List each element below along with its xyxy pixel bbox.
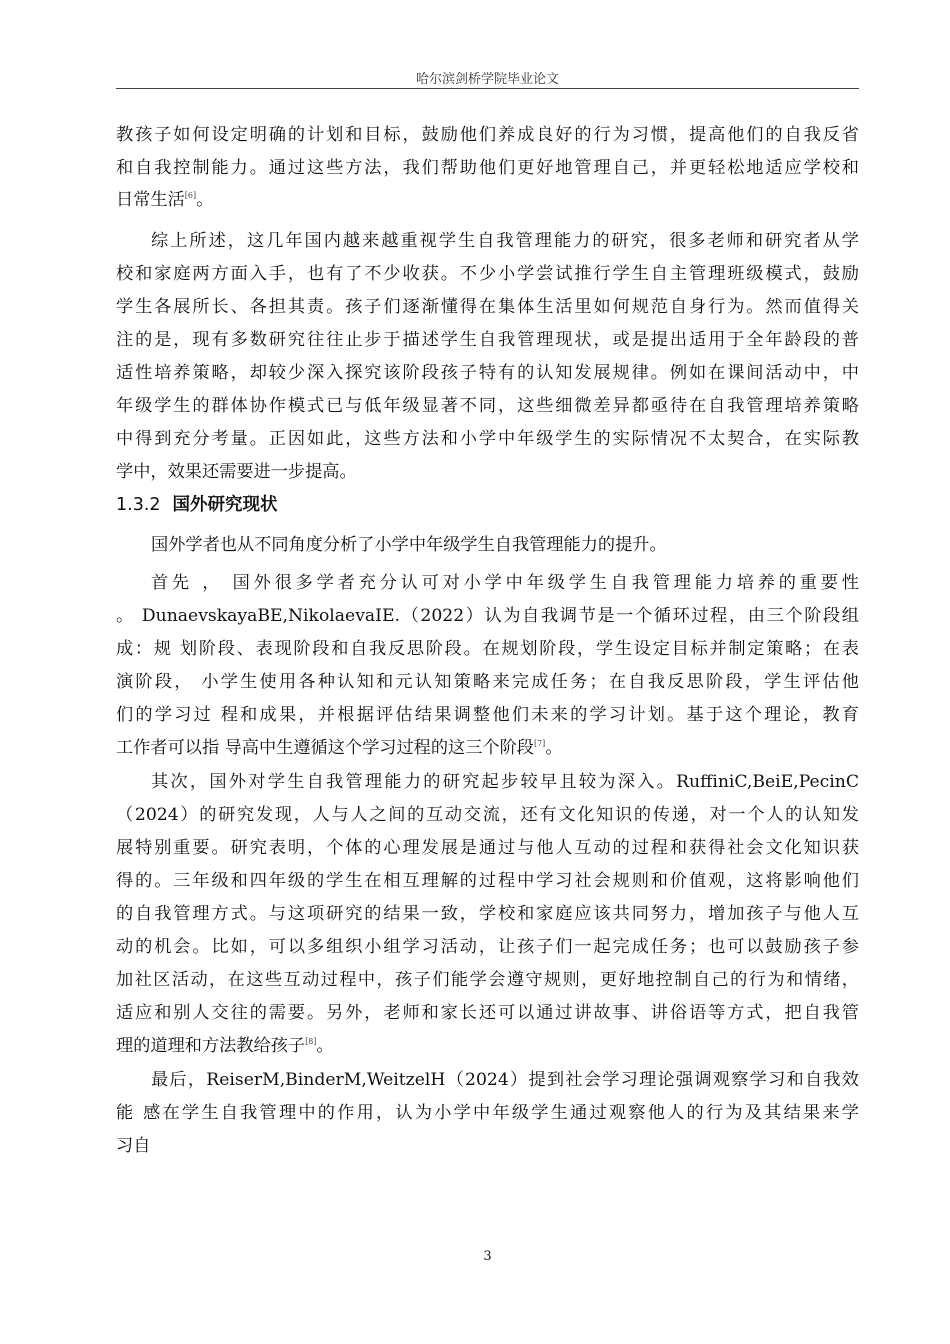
body-line: 中得到充分考量。正因如此，这些方法和小学中年级学生的实际情况不太契合，在实际教 <box>116 429 859 449</box>
body-line: 得的。三年级和四年级的学生在相互理解的过程中学习社会规则和价值观，这将影响他们 <box>116 871 859 891</box>
body-line: 展特别重要。研究表明，个体的心理发展是通过与他人互动的过程和获得社会文化知识获 <box>116 838 859 858</box>
body-line: 校和家庭两方面入手，也有了不少收获。不少小学尝试推行学生自主管理班级模式，鼓励 <box>116 264 859 284</box>
body-line: （2024）的研究发现，人与人之间的互动交流，还有文化知识的传递，对一个人的认知发 <box>116 805 859 825</box>
body-line: 和自我控制能力。通过这些方法，我们帮助他们更好地管理自己，并更轻松地适应学校和 <box>116 158 859 178</box>
body-line: 的自我管理方式。与这项研究的结果一致，学校和家庭应该共同努力，增加孩子与他人互 <box>116 904 859 924</box>
body-text: 理的道理和方法教给孩子 <box>116 1036 306 1056</box>
section-heading <box>116 494 278 516</box>
body-line: 动的机会。比如，可以多组织小组学习活动，让孩子们一起完成任务；也可以鼓励孩子参 <box>116 937 859 957</box>
body-line: 教孩子如何设定明确的计划和目标，鼓励他们养成良好的行为习惯，提高他们的自我反省 <box>116 125 859 145</box>
body-line: 年级学生的群体协作模式已与低年级显著不同，这些细微差异都亟待在自我管理培养策略 <box>116 396 859 416</box>
body-line: 演阶段， 小学生使用各种认知和元认知策略来完成任务；在自我反思阶段，学生评估他 <box>116 672 859 692</box>
body-line <box>116 738 859 758</box>
body-line: 学生各展所长、各担其责。孩子们逐渐懂得在集体生活里如何规范自身行为。然而值得关 <box>116 297 859 317</box>
body-text: 日常生活 <box>116 190 185 210</box>
citation-8: [8] <box>305 1037 317 1046</box>
body-line: 适性培养策略，却较少深入探究该阶段孩子特有的认知发展规律。例如在课间活动中，中 <box>116 363 859 383</box>
body-line: 适应和别人交往的需要。另外，老师和家长还可以通过讲故事、讲俗语等方式，把自我管 <box>116 1003 859 1023</box>
body-line: 学中，效果还需要进一步提高。 <box>116 462 357 482</box>
body-line: 国外学者也从不同角度分析了小学中年级学生自我管理能力的提升。 <box>151 535 667 555</box>
running-header: 哈尔滨剑桥学院毕业论文 <box>415 72 559 87</box>
body-line: 其次，国外对学生自我管理能力的研究起步较早且较为深入。RuffiniC,BeiE,PecinC <box>151 772 859 792</box>
citation-7: [7] <box>533 739 546 748</box>
body-line: 首先 ， 国外很多学者充分认可对小学中年级学生自我管理能力培养的重要性 <box>151 573 859 593</box>
body-line <box>116 1036 859 1056</box>
body-line <box>116 190 859 210</box>
body-line: 综上所述，这几年国内越来越重视学生自我管理能力的研究，很多老师和研究者从学 <box>151 231 859 251</box>
section-number: 1.3.2 <box>116 495 161 515</box>
punctuation: 。 <box>196 190 214 210</box>
body-line: 加社区活动，在这些互动过程中，孩子们能学会遵守规则，更好地控制自己的行为和情绪， <box>116 970 859 990</box>
body-line: 们的学习过 程和成果，并根据评估结果调整他们未来的学习计划。基于这个理论，教育 <box>116 705 859 725</box>
body-line: 成：规 划阶段、表现阶段和自我反思阶段。在规划阶段，学生设定目标并制定策略；在表 <box>116 639 859 659</box>
section-title: 国外研究现状 <box>172 495 278 515</box>
punctuation: 。 <box>316 1036 334 1056</box>
citation-6: [6] <box>184 191 197 200</box>
body-text: 工作者可以指 导高中生遵循这个学习过程的这三个阶段 <box>116 738 534 758</box>
body-line: 注的是，现有多数研究往往止步于描述学生自我管理现状，或是提出适用于全年龄段的普 <box>116 330 859 350</box>
body-line: 能 感在学生自我管理中的作用，认为小学中年级学生通过观察他人的行为及其结果来学 <box>116 1103 859 1123</box>
punctuation: 。 <box>545 738 563 758</box>
body-line: 最后，ReiserM,BinderM,WeitzelH（2024）提到社会学习理论强调观察学习和自我效 <box>151 1070 859 1090</box>
body-line: 习自 <box>116 1136 151 1156</box>
body-line: 。 DunaevskayaBE,NikolaevaIE.（2022）认为自我调节是一个循环过程，由三个阶段组 <box>116 606 859 626</box>
page-number: 3 <box>483 1249 492 1264</box>
header-rule <box>116 88 859 89</box>
